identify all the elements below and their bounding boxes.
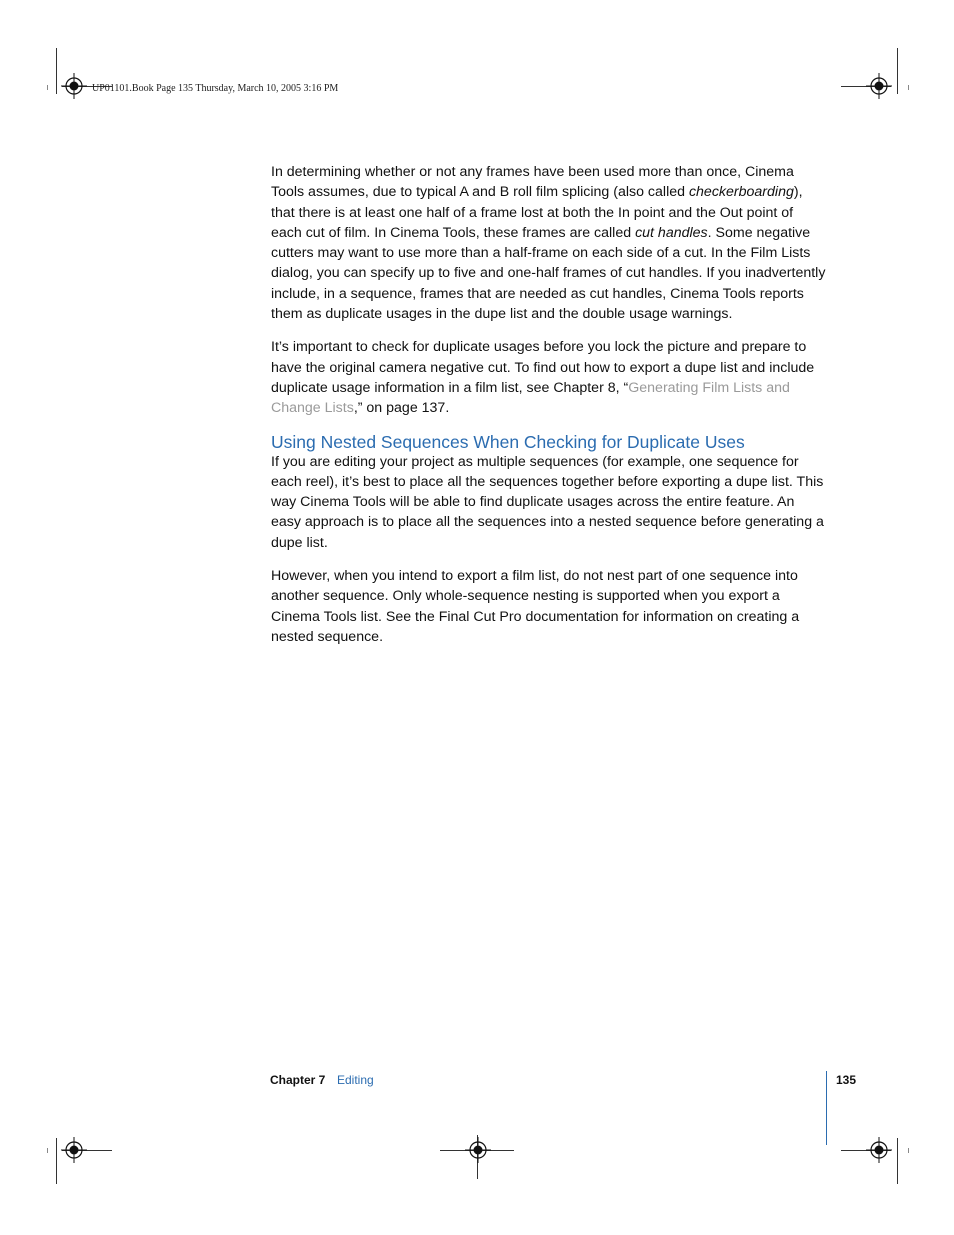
- paragraph-1: [271, 162, 827, 324]
- section-heading: Using Nested Sequences When Checking for Duplicate Uses: [271, 431, 745, 452]
- text-run: ,” on page 137.: [353, 400, 450, 417]
- paragraph-3: If you are editing your project as multiple sequences (for example, one sequence for each reel), it’s best to place all the sequences together before exporting a dupe list. This way Cinema Tools will be able to find duplicate usages across the entire feature. An easy approach is to place all the sequences into a nested sequence before generating a dupe list.: [271, 453, 824, 551]
- edge-tick: [908, 85, 909, 90]
- crop-mark: [897, 1138, 898, 1184]
- edge-tick: [47, 85, 48, 90]
- registration-mark-icon: [465, 1137, 491, 1163]
- footer-divider: [826, 1071, 827, 1145]
- body-text: [271, 162, 827, 660]
- term-checkerboarding: checkerboarding: [688, 184, 794, 201]
- crop-mark: [56, 1138, 57, 1184]
- crop-mark: [897, 48, 898, 94]
- chapter-8-link[interactable]: Generating Film Lists and Change Lists: [271, 379, 790, 417]
- registration-mark-icon: [866, 73, 892, 99]
- crop-mark: [56, 48, 57, 94]
- edge-tick: [908, 1148, 909, 1153]
- footer-chapter: Chapter 7: [270, 1073, 326, 1087]
- registration-mark-icon: [866, 1137, 892, 1163]
- registration-mark-icon: [61, 73, 87, 99]
- footer-section-link[interactable]: Editing: [337, 1073, 374, 1087]
- text-run: . Some negative cutters may want to use more than a half-frame on each side of a cut. In the Film Lists dialog, you can specify up to five and one-half frames of cut handles. If you inadvertently include, in a sequence, frames that are needed as cut handles, Cinema Tools reports them as duplicate usages in the dupe list and the double usage warnings.: [271, 224, 826, 323]
- paragraph-4: However, when you intend to export a film list, do not nest part of one sequence into another sequence. Only whole-sequence nesting is supported when you export a Cinema Tools list. See the Final Cut Pro documentation for information on creating a nested sequence.: [271, 568, 800, 645]
- term-cut-handles: cut handles: [635, 224, 708, 241]
- edge-tick: [47, 1148, 48, 1153]
- text-run: It’s important to check for duplicate usages before you lock the picture and prepare to have the original camera negative cut. To find out how to export a dupe list and include duplicate usage information in a film list, see Chapter 8, “: [271, 339, 815, 396]
- paragraph-2: [271, 337, 827, 418]
- registration-mark-icon: [61, 1137, 87, 1163]
- print-info: UP01101.Book Page 135 Thursday, March 10, 2005 3:16 PM: [92, 83, 339, 94]
- text-run: In determining whether or not any frames have been used more than once, Cinema Tools assumes, due to typical A and B roll film splicing (also called: [271, 164, 794, 201]
- text-run: ), that there is at least one half of a frame lost at both the In point and the Out point of each cut of film. In Cinema Tools, these frames are called: [271, 184, 803, 241]
- page-number: 135: [836, 1073, 857, 1087]
